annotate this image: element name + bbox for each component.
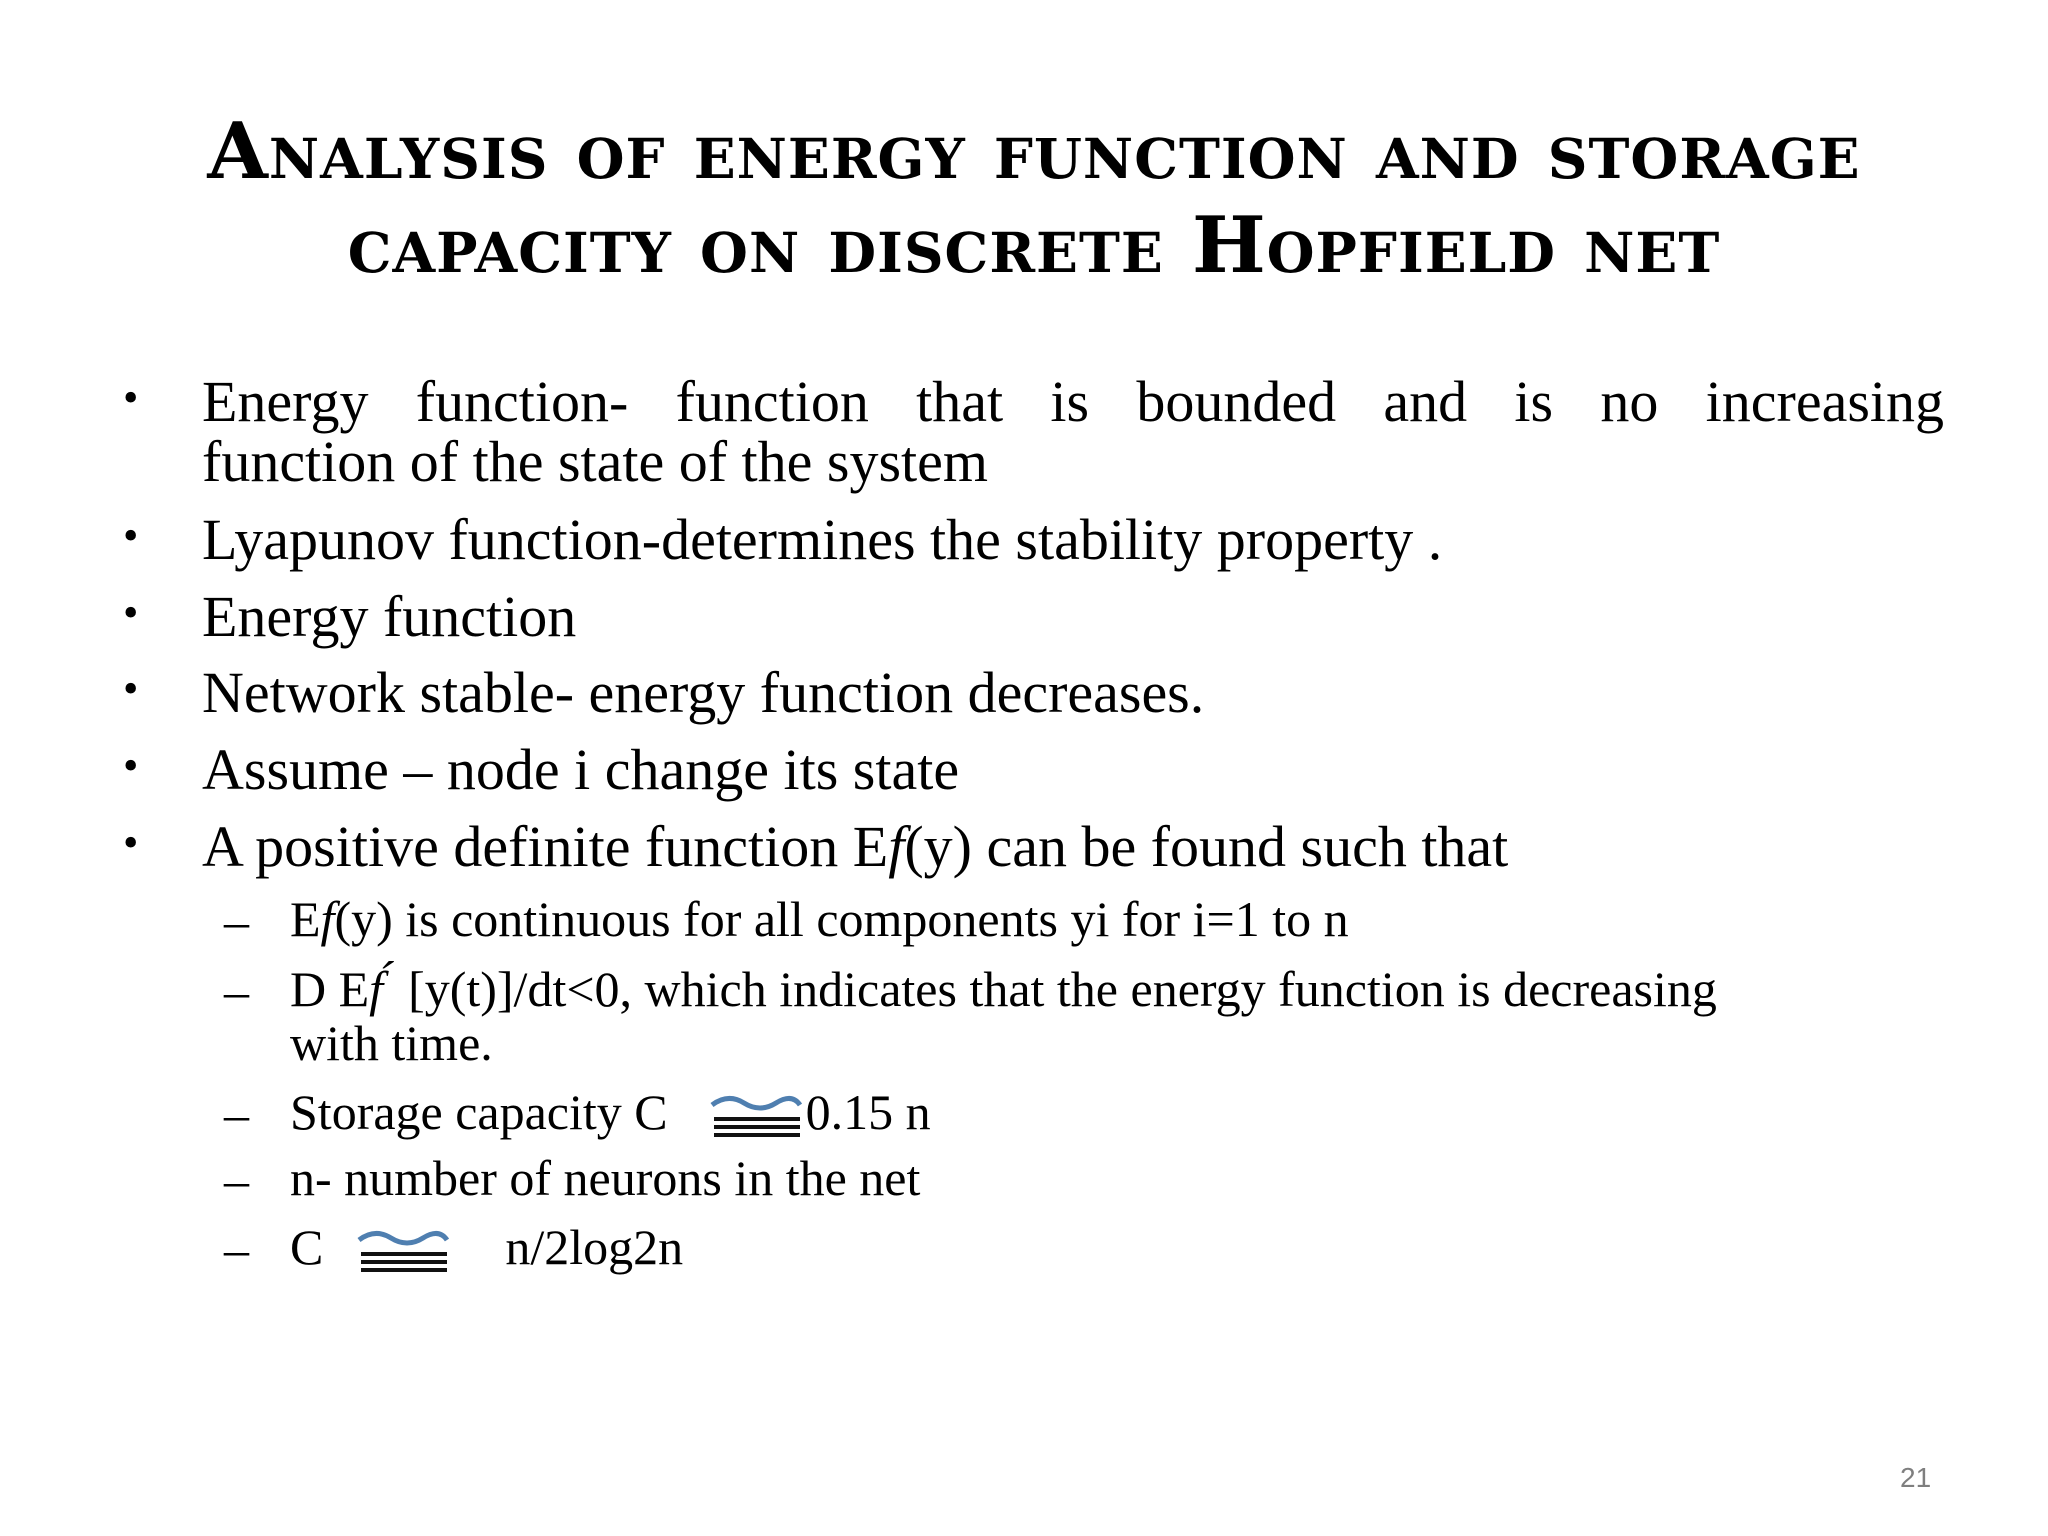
page-number: 21 [1900, 1462, 1932, 1493]
subbullet-5-pre: C [290, 1219, 324, 1275]
subbullet-1 [290, 892, 1349, 946]
bullet-3: Energy function [202, 584, 577, 649]
bullet-6-italic: f [888, 814, 905, 879]
dash-marker: – [224, 963, 249, 1019]
dash-marker: – [224, 893, 249, 949]
bullet-6-pre: A positive definite function E [202, 814, 889, 879]
subbullet-2-line-2: with time. [290, 1015, 493, 1071]
bullet-marker: • [123, 741, 139, 790]
subbullet-2-pre: D E [290, 961, 370, 1017]
subbullet-4: n- number of neurons in the net [290, 1150, 921, 1206]
subbullet-1-italic: f [320, 891, 335, 947]
subbullet-5-post: n/2log2n [505, 1219, 684, 1275]
bullet-marker: • [123, 588, 139, 637]
bullet-marker: • [123, 511, 139, 560]
bullet-marker: • [123, 664, 139, 713]
dash-marker: – [224, 1086, 249, 1142]
subbullet-2-line-1 [290, 962, 1717, 1016]
dash-marker: – [224, 1152, 249, 1208]
subbullet-2-post: [y(t)]/dt<0, which indicates that the energy function is decreasing [383, 961, 1717, 1017]
subbullet-1-post: (y) is continuous for all components yi for i=1 to n [334, 891, 1349, 947]
bullet-marker: • [123, 373, 139, 422]
bullet-4: Network stable- energy function decreases. [202, 660, 1205, 725]
subbullet-2-italic: f́ [369, 961, 384, 1017]
subbullet-5 [290, 1220, 683, 1280]
approximately-equal-icon [706, 1091, 806, 1145]
bullet-1-line-1: Energy function- function that is bounded and is no increasing [202, 369, 1944, 434]
dash-marker: – [224, 1221, 249, 1277]
subbullet-3-post: 0.15 n [805, 1084, 931, 1140]
title-line-1: Analysis of energy function and storage [207, 106, 1861, 197]
bullet-6 [202, 814, 1509, 879]
subbullet-3 [290, 1085, 931, 1145]
bullet-5: Assume – node i change its state [202, 737, 960, 802]
bullet-1-line-2: function of the state of the system [202, 429, 989, 494]
subbullet-1-pre: E [290, 891, 321, 947]
title-line-2: capacity on discrete Hopfield net [347, 200, 1721, 291]
approximately-equal-icon [353, 1226, 453, 1280]
subbullet-3-pre: Storage capacity C [290, 1084, 668, 1140]
bullet-6-post: (y) can be found such that [904, 814, 1509, 879]
bullet-2: Lyapunov function-determines the stability property . [202, 507, 1443, 572]
bullet-marker: • [123, 818, 139, 867]
